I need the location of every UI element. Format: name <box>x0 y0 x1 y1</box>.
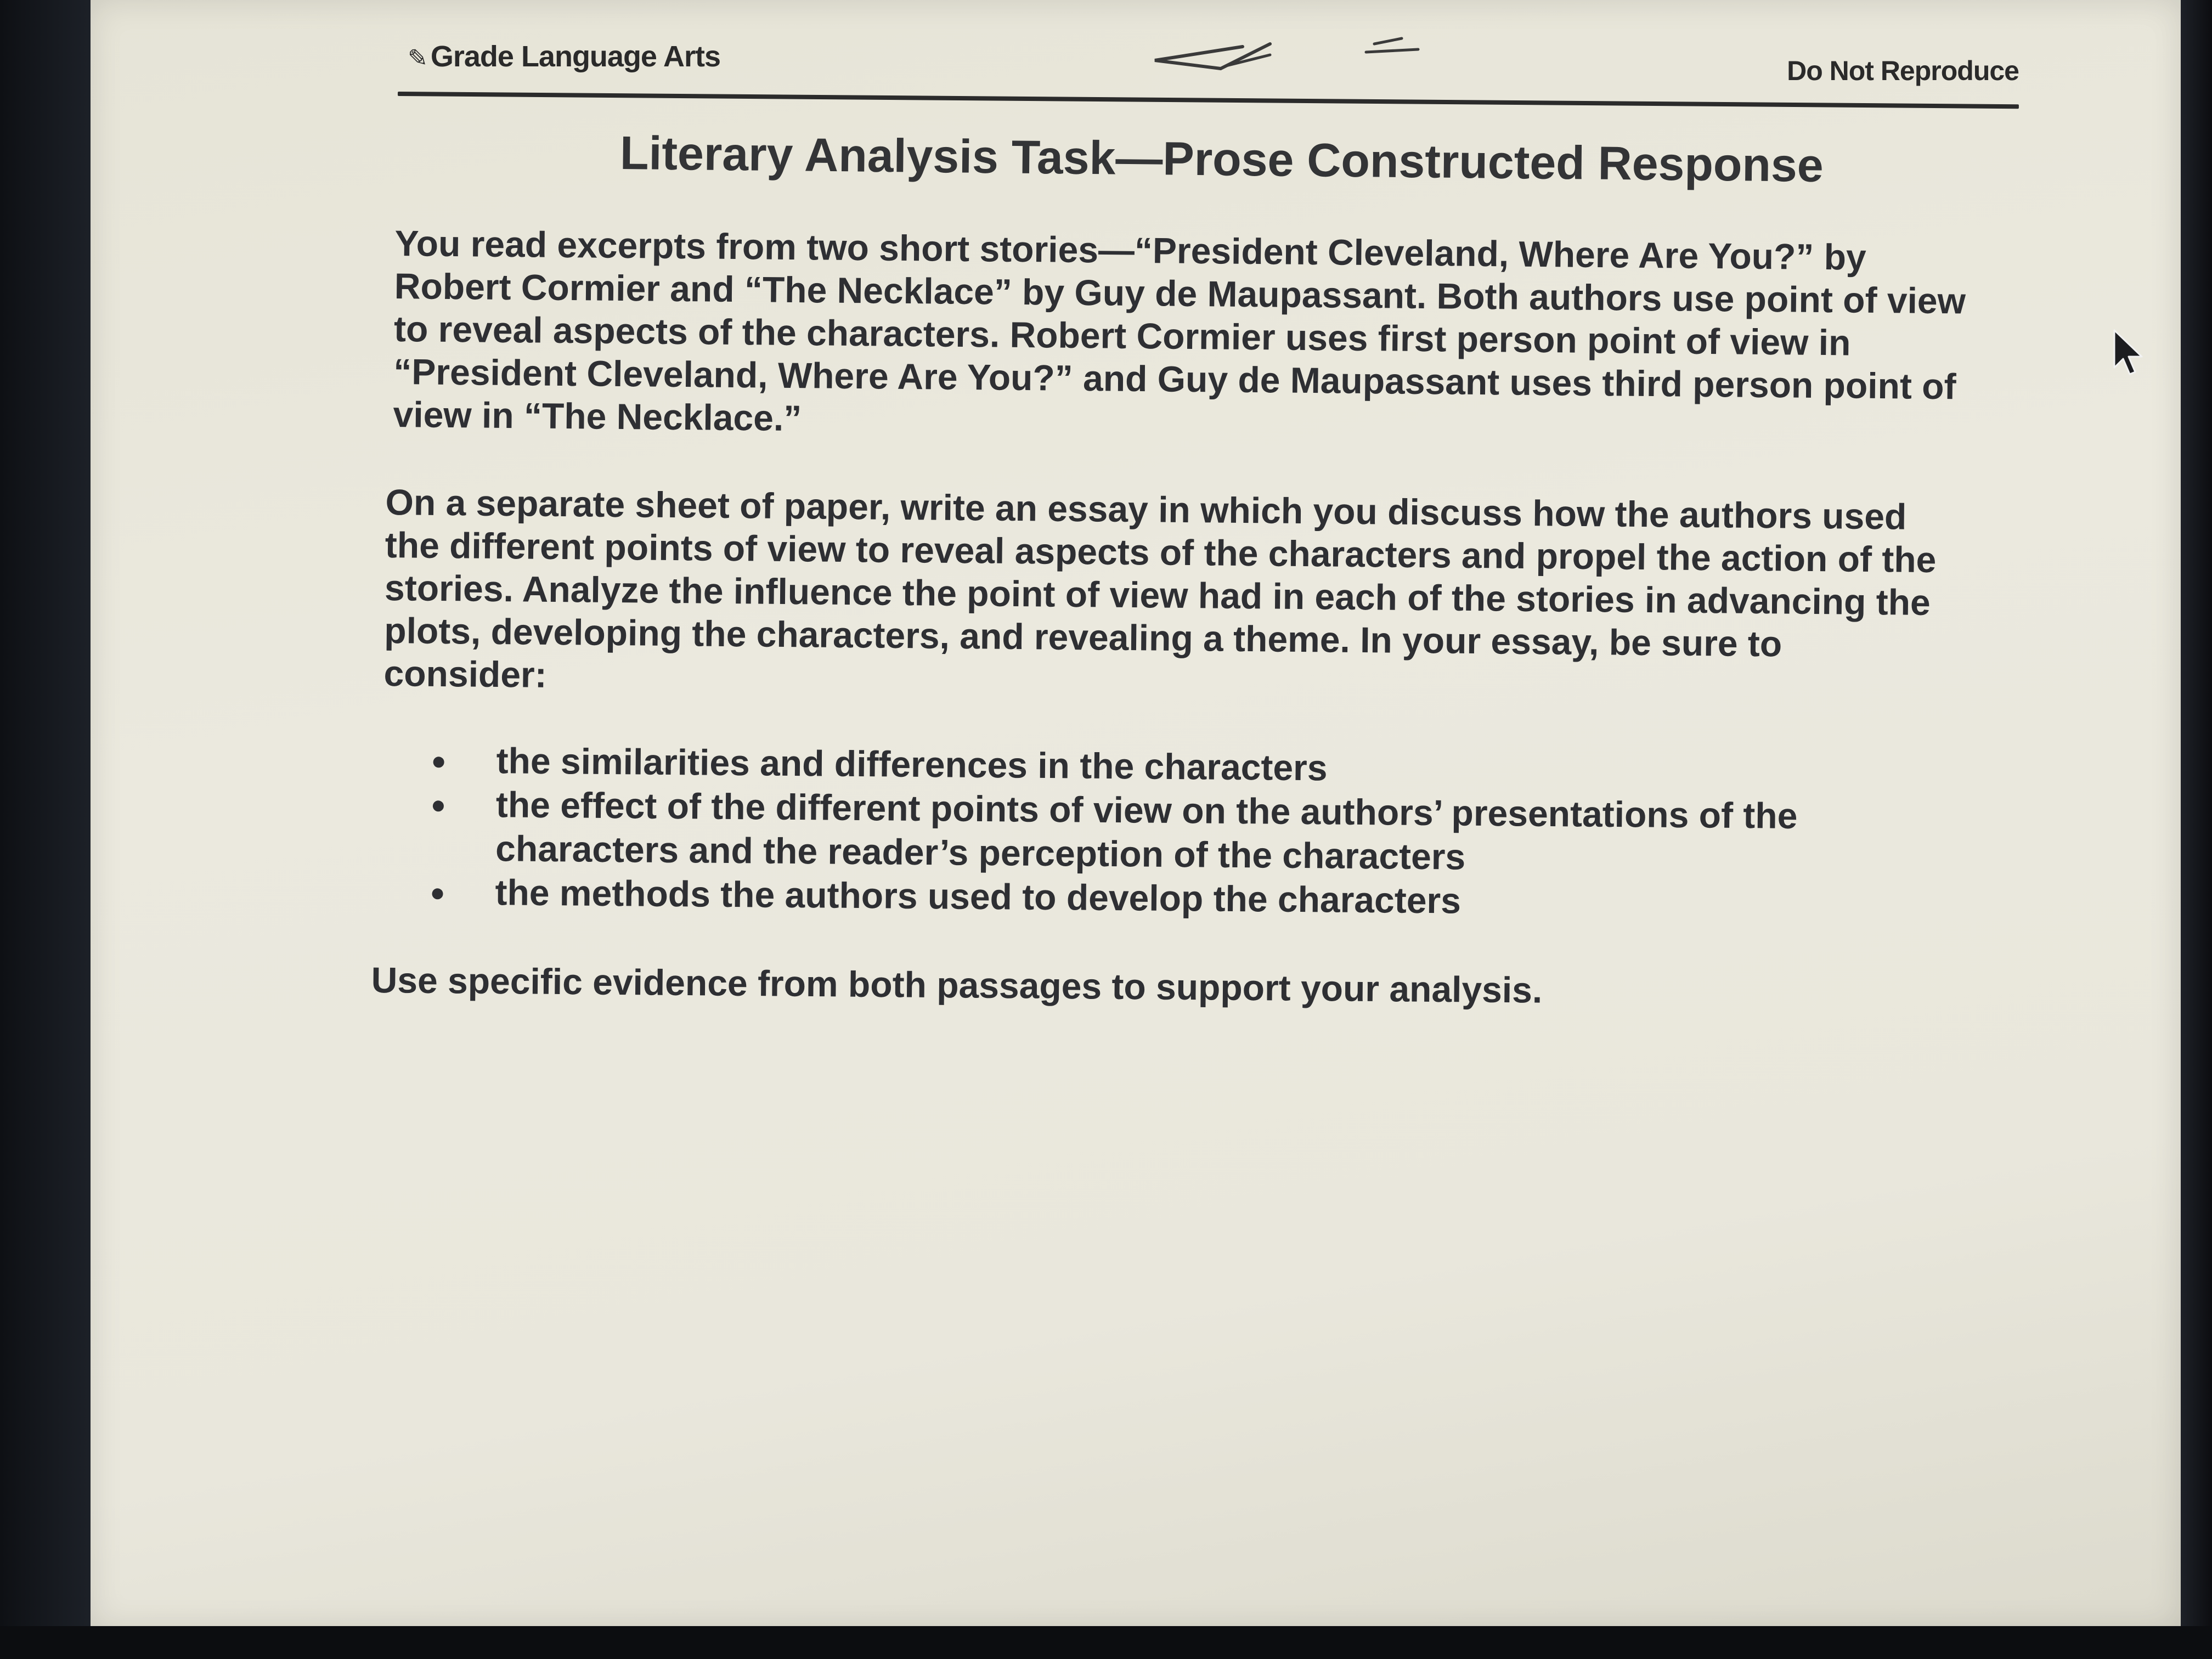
prompt-line: consider: <box>383 652 548 695</box>
intro-line: to reveal aspects of the characters. Robert Cormier uses first person point of view in <box>393 308 1851 363</box>
header-right-text: Do Not Reproduce <box>1787 55 2019 86</box>
header-left <box>408 40 720 74</box>
list-item <box>419 782 1798 882</box>
prompt-paragraph <box>383 481 1937 709</box>
mouse-pointer-icon <box>2110 328 2148 377</box>
bullet-icon <box>433 800 444 811</box>
list-item-line: the methods the authors used to develop the characters <box>495 872 1462 921</box>
header-left-text: Grade Language Arts <box>430 40 720 73</box>
header-rule <box>398 92 2019 109</box>
pencil-icon: ✎ <box>408 45 427 72</box>
intro-line: view in “The Necklace.” <box>393 393 802 439</box>
list-item-line: the similarities and differences in the characters <box>496 740 1328 788</box>
considerations-list <box>418 738 1798 926</box>
bullet-icon <box>433 757 444 768</box>
prompt-line: the different points of view to reveal aspects of the characters and propel the action of the <box>385 524 1937 580</box>
list-item-line: the effect of the different points of view on the authors’ presentations of the <box>495 784 1798 836</box>
intro-line: Robert Cormier and “The Necklace” by Guy de Maupassant. Both authors use point of view <box>394 265 1966 321</box>
prompt-line: plots, developing the characters, and revealing a theme. In your essay, be sure to <box>384 610 1782 664</box>
monitor-bezel-bottom <box>0 1626 2212 1659</box>
pen-scribble <box>1144 22 1561 82</box>
document-page <box>91 0 2181 1629</box>
intro-line: “President Cleveland, Where Are You?” and Guy de Maupassant uses third person point of <box>393 351 1956 407</box>
list-item-line: characters and the reader’s perception of the characters <box>495 828 1466 877</box>
page-title: Literary Analysis Task—Prose Constructed Response <box>619 127 1824 192</box>
monitor-bezel-right <box>2179 0 2212 1659</box>
prompt-line: stories. Analyze the influence the point of view had in each of the stories in advancing the <box>384 567 1931 623</box>
closing-instruction: Use specific evidence from both passages to support your analysis. <box>371 960 1543 1011</box>
bullet-icon <box>432 888 443 899</box>
intro-paragraph <box>393 222 1966 450</box>
prompt-line: On a separate sheet of paper, write an essay in which you discuss how the authors used <box>385 481 1907 537</box>
intro-line: You read excerpts from two short stories—“President Cleveland, Where Are You?” by <box>394 222 1867 278</box>
